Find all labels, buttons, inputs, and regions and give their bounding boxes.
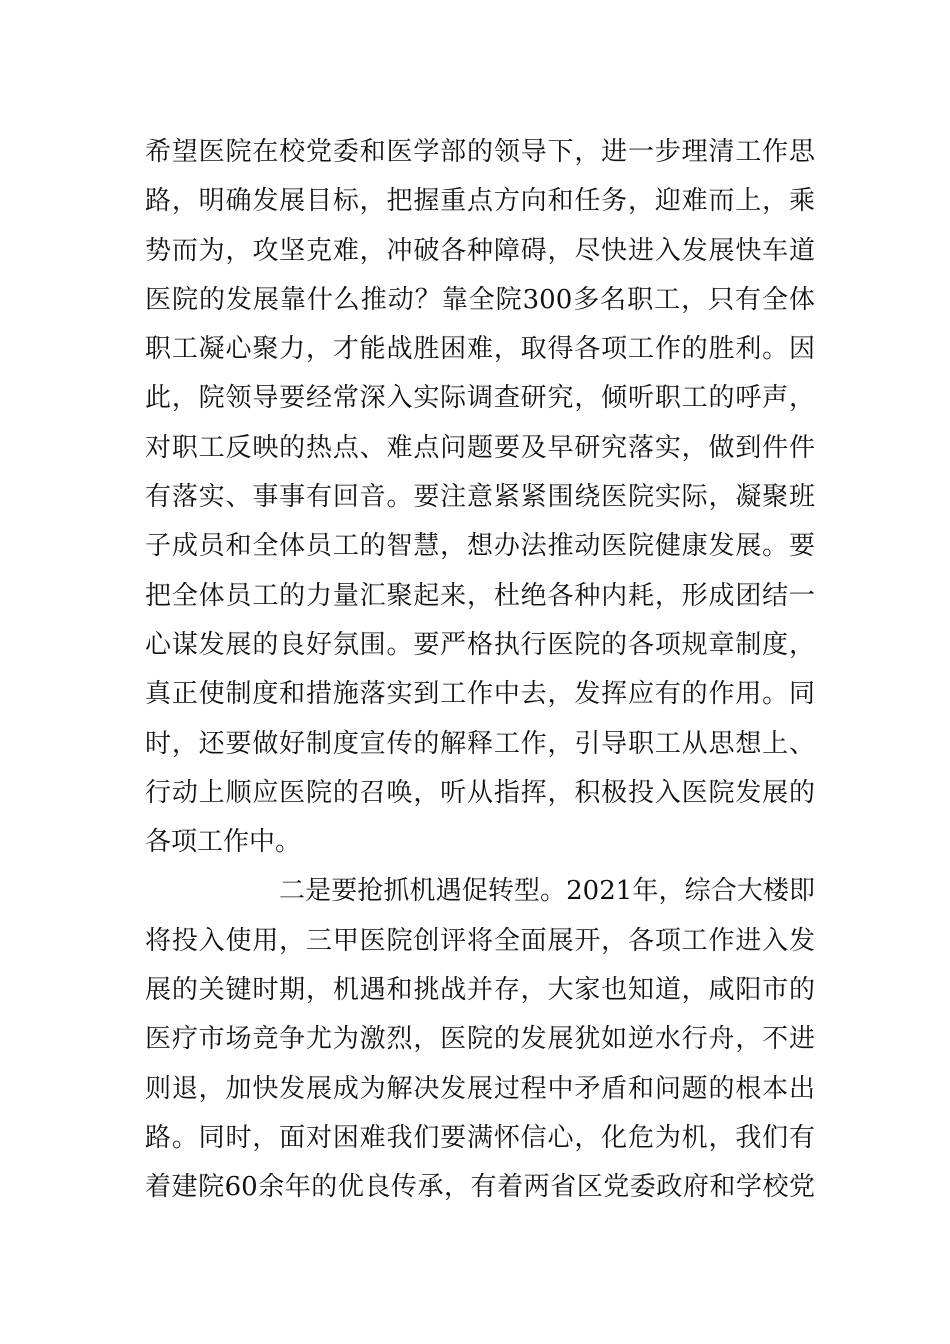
text-line: 医院的发展靠什么推动？靠全院300多名职工，只有全体 [145,284,815,315]
text-line: 希望医院在校党委和医学部的领导下，进一步理清工作思 [145,137,815,167]
text-line: 行动上顺应医院的召唤，听从指挥，积极投入医院发展的 [145,777,815,808]
text-line: 则退，加快发展成为解决发展过程中矛盾和问题的根本出 [145,1073,815,1104]
text-line: 有落实、事事有回音。要注意紧紧围绕医院实际，凝聚班 [145,482,815,513]
text-line: 职工凝心聚力，才能战胜困难，取得各项工作的胜利。因 [145,334,815,365]
text-line: 把全体员工的力量汇聚起来，杜绝各种内耗，形成团结一 [145,580,815,611]
text-line: 此，院领导要经常深入实际调查研究，倾听职工的呼声， [145,383,815,414]
text-line: 子成员和全体员工的智慧，想办法推动医院健康发展。要 [145,531,815,562]
text-line: 展的关键时期，机遇和挑战并存，大家也知道，咸阳市的 [145,975,815,1006]
text-line: 心谋发展的良好氛围。要严格执行医院的各项规章制度， [145,629,815,660]
text-line: 路，明确发展目标，把握重点方向和任务，迎难而上，乘 [145,186,815,217]
text-line: 真正使制度和措施落实到工作中去，发挥应有的作用。同 [145,679,815,710]
text-line: 路。同时，面对困难我们要满怀信心，化危为机，我们有 [145,1122,815,1153]
paragraph-2 [145,867,815,1212]
text-line: 将投入使用，三甲医院创评将全面展开，各项工作进入发 [145,925,815,956]
text-line: 势而为，攻坚克难，冲破各种障碍，尽快进入发展快车道 [145,235,815,266]
text-line: 二是要抢抓机遇促转型。2021年，综合大楼即 [279,876,815,907]
paragraph-1 [145,128,815,867]
text-line: 着建院60余年的优良传承，有着两省区党委政府和学校党 [145,1172,815,1203]
text-line: 医疗市场竞争尤为激烈，医院的发展犹如逆水行舟，不进 [145,1024,815,1055]
text-line: 时，还要做好制度宣传的解释工作，引导职工从思想上、 [145,728,815,759]
text-line: 各项工作中。 [145,827,302,858]
text-line: 对职工反映的热点、难点问题要及早研究落实，做到件件 [145,432,815,463]
body-text [145,128,815,1213]
